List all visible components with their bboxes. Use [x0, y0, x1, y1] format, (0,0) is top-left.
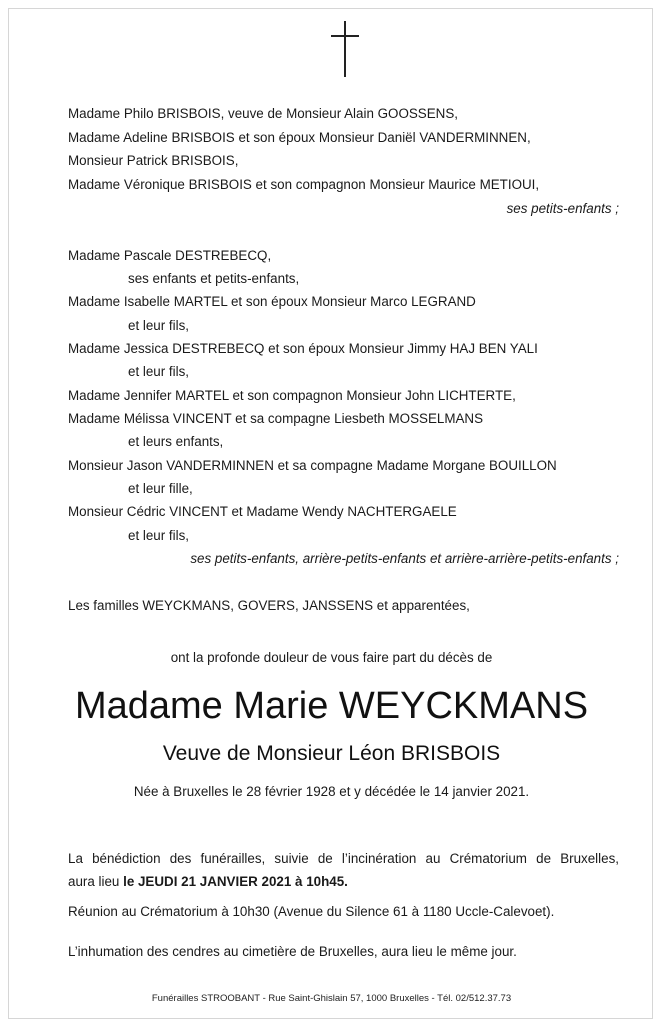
cross-icon: [331, 21, 359, 77]
family-line: Madame Isabelle MARTEL et son époux Monsieur Marco LEGRAND: [68, 294, 476, 309]
inhumation-line: L’inhumation des cendres au cimetière de Bruxelles, aura lieu le même jour.: [68, 944, 517, 959]
deceased-subtitle: Veuve de Monsieur Léon BRISBOIS: [162, 742, 501, 765]
deceased-name: Madame Marie WEYCKMANS: [74, 685, 589, 727]
family-closing: ses petits-enfants, arrière-petits-enfants et arrière-arrière-petits-enfants ;: [190, 551, 619, 566]
family-line: Monsieur Jason VANDERMINNEN et sa compagne Madame Morgane BOUILLON: [68, 458, 557, 473]
ceremony-line: La bénédiction des funérailles, suivie de l’incinération au Crématorium de Bruxelles,: [68, 851, 619, 866]
family-line: ses enfants et petits-enfants,: [128, 271, 300, 286]
family-line: Madame Adeline BRISBOIS et son époux Monsieur Daniël VANDERMINNEN,: [68, 130, 531, 145]
family-line: Monsieur Patrick BRISBOIS,: [68, 153, 239, 168]
family-line: et leur fils,: [128, 528, 190, 543]
ceremony-date-prefix: aura lieu: [68, 874, 124, 889]
family-line: et leur fils,: [128, 318, 190, 333]
family-line: et leur fils,: [128, 364, 190, 379]
birth-death-text: Née à Bruxelles le 28 février 1928 et y décédée le 14 janvier 2021.: [133, 784, 530, 799]
family-line: Madame Jennifer MARTEL et son compagnon Monsieur John LICHTERTE,: [68, 388, 516, 403]
family-line: Madame Jessica DESTREBECQ et son époux Monsieur Jimmy HAJ BEN YALI: [68, 341, 538, 356]
family-line: Madame Philo BRISBOIS, veuve de Monsieur Alain GOOSSENS,: [68, 106, 458, 121]
funeral-home-footer: Funérailles STROOBANT - Rue Saint-Ghislain 57, 1000 Bruxelles - Tél. 02/512.37.73: [151, 993, 512, 1004]
family-line: Madame Mélissa VINCENT et sa compagne Liesbeth MOSSELMANS: [68, 411, 484, 426]
announcement-text: ont la profonde douleur de vous faire part du décès de: [170, 650, 493, 665]
family-line: et leur fille,: [128, 481, 193, 496]
family-closing: ses petits-enfants ;: [506, 201, 619, 216]
families-line: Les familles WEYCKMANS, GOVERS, JANSSENS et apparentées,: [68, 598, 470, 613]
family-line: Madame Pascale DESTREBECQ,: [68, 248, 272, 263]
family-line: Monsieur Cédric VINCENT et Madame Wendy NACHTERGAELE: [68, 504, 457, 519]
family-line: et leurs enfants,: [128, 434, 224, 449]
ceremony-date-line: [68, 874, 348, 890]
ceremony-date: le JEUDI 21 JANVIER 2021 à 10h45.: [123, 874, 348, 889]
meeting-line: Réunion au Crématorium à 10h30 (Avenue du Silence 61 à 1180 Uccle-Calevoet).: [68, 904, 555, 919]
family-line: Madame Véronique BRISBOIS et son compagnon Monsieur Maurice METIOUI,: [68, 177, 540, 192]
